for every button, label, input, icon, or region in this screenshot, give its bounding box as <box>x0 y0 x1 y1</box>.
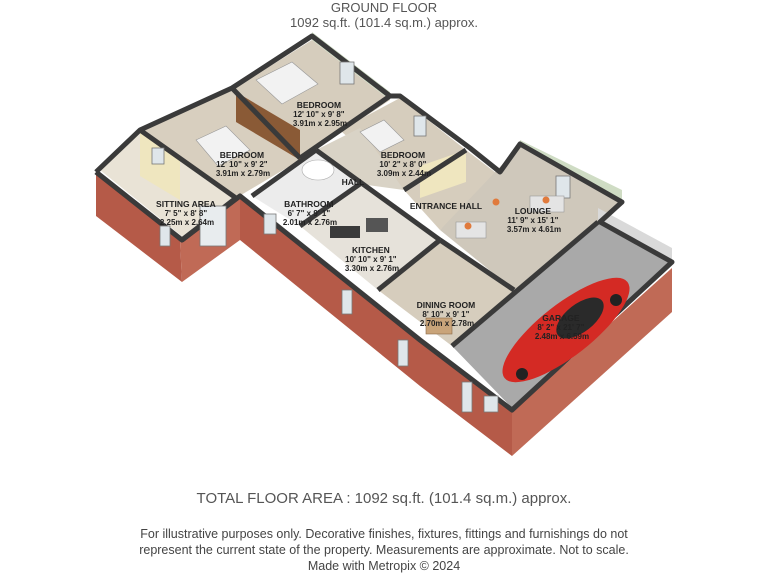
window-front-right <box>462 382 472 412</box>
window-lounge <box>556 176 570 198</box>
room-label-bedroom-mid: BEDROOM 10' 2" x 8' 0" 3.09m x 2.44m <box>376 150 432 178</box>
cushion-3 <box>543 197 550 204</box>
floor-title: GROUND FLOOR <box>330 0 438 15</box>
room-label-hall: HALL <box>341 177 365 187</box>
disclaimer-line-2: represent the current state of the property. Measurements are approximate. Not to scale. <box>139 543 629 557</box>
door-kitchen-front <box>342 290 352 314</box>
room-label-kitchen: KITCHEN 10' 10" x 9' 1" 3.30m x 2.76m <box>344 245 400 273</box>
room-label-entrance-hall: ENTRANCE HALL <box>409 201 483 211</box>
made-with-credit: Made with Metropix © 2024 <box>307 559 461 573</box>
room-label-bedroom-left: BEDROOM 12' 10" x 9' 2" 3.91m x 2.79m <box>215 150 271 178</box>
window-bathroom-front <box>264 214 276 234</box>
room-label-lounge: LOUNGE 11' 9" x 15' 1" 3.57m x 4.61m <box>506 206 562 234</box>
cushion-1 <box>465 223 472 230</box>
window-sitting <box>152 148 164 164</box>
disclaimer-line-1: For illustrative purposes only. Decorative finishes, fixtures, fittings and furnishings do not <box>140 527 628 541</box>
room-label-sitting-area: SITTING AREA 7' 5" x 8' 8" 2.25m x 2.64m <box>156 199 216 227</box>
window-bedroom-top <box>340 62 354 84</box>
room-label-bedroom-top: BEDROOM 12' 10" x 9' 8" 3.91m x 2.95m <box>292 100 348 128</box>
total-floor-area: TOTAL FLOOR AREA : 1092 sq.ft. (101.4 sq.m.) approx. <box>196 490 572 507</box>
window-front-small <box>484 396 498 412</box>
room-label-dining-room: DINING ROOM 8' 10" x 9' 1" 2.70m x 2.78m <box>416 300 476 328</box>
kitchen-hob <box>366 218 388 232</box>
kitchen-counter <box>330 226 360 238</box>
shower-tray <box>302 160 334 180</box>
room-label-bathroom: BATHROOM 6' 7" x 9' 1" 2.01m x 2.76m <box>282 199 338 227</box>
floor-area-subtitle: 1092 sq.ft. (101.4 sq.m.) approx. <box>290 15 478 30</box>
cushion-2 <box>493 199 500 206</box>
window-sitting-front <box>160 226 170 246</box>
room-label-garage: GARAGE 8' 2" x 21' 7" 2.48m x 6.59m <box>534 313 590 341</box>
window-dining-front <box>398 340 408 366</box>
window-bedroom-mid <box>414 116 426 136</box>
